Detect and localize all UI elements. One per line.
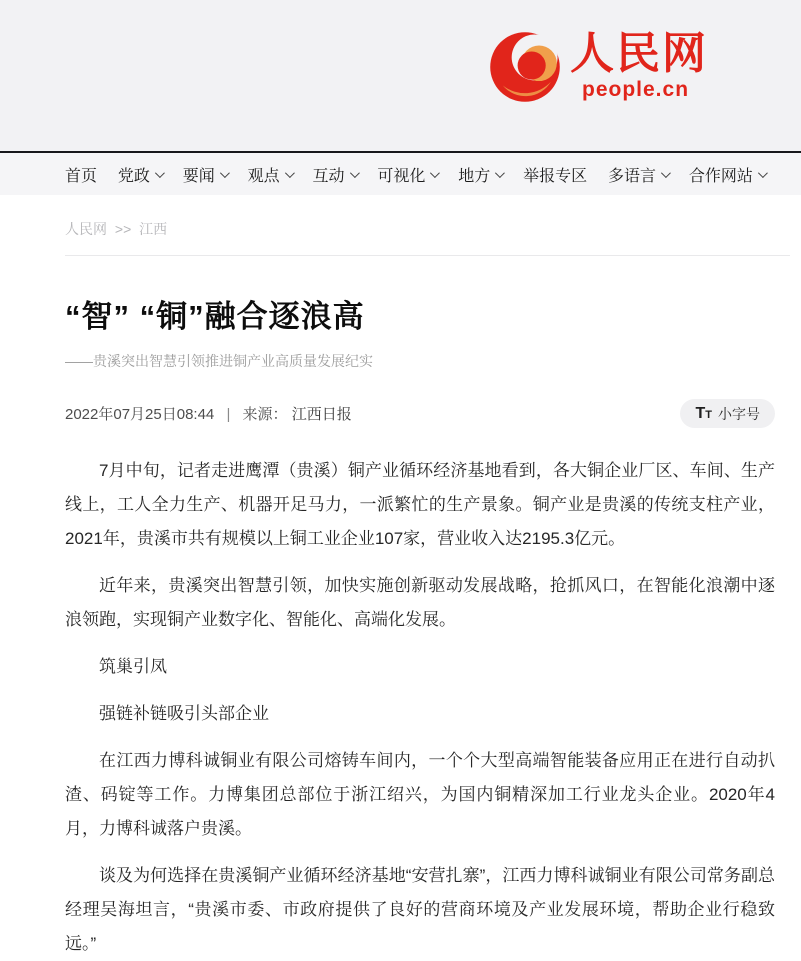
nav-item[interactable]	[183, 163, 227, 186]
nav-item[interactable]	[313, 163, 357, 186]
nav-item-label: 地方	[458, 167, 491, 185]
logo-text	[570, 30, 708, 102]
source-label: 来源：	[242, 406, 288, 423]
article-subtitle: ——贵溪突出智慧引领推进铜产业高质量发展纪实	[65, 353, 373, 369]
brand-name-cn: 人民网	[570, 29, 708, 78]
nav-item[interactable]	[248, 163, 292, 186]
breadcrumb-separator: >>	[114, 221, 132, 237]
nav-item[interactable]	[608, 163, 668, 186]
chevron-down-icon	[155, 168, 165, 178]
chevron-down-icon	[220, 168, 230, 178]
nav-item-label: 党政	[117, 167, 150, 185]
brand-name-en: people.cn	[582, 78, 690, 101]
breadcrumb-section-link[interactable]: 江西	[139, 221, 168, 237]
article-paragraph: 7月中旬，记者走进鹰潭（贵溪）铜产业循环经济基地看到，各大铜企业厂区、车间、生产线上，工人全力生产、机器开足马力，一派繁忙的生产景象。铜产业是贵溪的传统支柱产业，2021年，贵溪市共有规模以上铜工业企业107家，营业收入达2195.3亿元。	[65, 461, 775, 548]
people-daily-globe-icon	[488, 30, 562, 109]
nav-item-label: 可视化	[377, 167, 426, 185]
breadcrumb-divider	[65, 255, 790, 256]
site-header	[0, 0, 801, 151]
meta-separator: |	[226, 406, 231, 423]
chevron-down-icon	[349, 168, 359, 178]
breadcrumb	[0, 195, 801, 239]
article-paragraph: 在江西力博科诚铜业有限公司熔铸车间内，一个个大型高端智能装备应用正在进行自动扒渣、码锭等工作。力博集团总部位于浙江绍兴，为国内铜精深加工行业龙头企业。2020年4月，力博科诚落户贵溪。	[65, 751, 775, 838]
article-body	[65, 454, 775, 961]
nav-item[interactable]	[377, 163, 437, 186]
article-meta	[65, 403, 352, 424]
nav-item-label: 首页	[65, 167, 98, 185]
nav-item[interactable]	[458, 163, 502, 186]
nav-item-label: 互动	[312, 167, 345, 185]
article-title: “智” “铜”融合逐浪高	[65, 299, 365, 334]
article-meta-row	[65, 399, 775, 428]
article-paragraph: 强链补链吸引头部企业	[99, 704, 269, 723]
nav-item-label: 观点	[247, 167, 280, 185]
site-logo[interactable]	[488, 30, 708, 109]
nav-item-label: 合作网站	[688, 167, 753, 185]
breadcrumb-site-link[interactable]: 人民网	[65, 221, 107, 237]
publish-date: 2022年07月25日08:44	[65, 406, 215, 423]
font-size-button[interactable]	[680, 399, 775, 428]
chevron-down-icon	[495, 168, 505, 178]
nav-item-label: 要闻	[182, 167, 215, 185]
main-navigation	[0, 151, 801, 195]
article	[0, 291, 801, 961]
chevron-down-icon	[758, 168, 768, 178]
text-size-icon: TT	[695, 404, 712, 422]
nav-item-label: 多语言	[608, 167, 657, 185]
chevron-down-icon	[430, 168, 440, 178]
article-paragraph: 筑巢引凤	[99, 657, 167, 676]
chevron-down-icon	[285, 168, 295, 178]
nav-item[interactable]	[65, 163, 97, 186]
article-paragraph: 近年来，贵溪突出智慧引领，加快实施创新驱动发展战略，抢抓风口，在智能化浪潮中逐浪领跑，实现铜产业数字化、智能化、高端化发展。	[65, 576, 775, 629]
nav-item[interactable]	[689, 163, 765, 186]
font-size-button-label: 小字号	[718, 405, 760, 422]
chevron-down-icon	[661, 168, 671, 178]
nav-item[interactable]	[523, 163, 587, 186]
source-link[interactable]: 江西日报	[291, 406, 352, 423]
article-paragraph: 谈及为何选择在贵溪铜产业循环经济基地“安营扎寨”，江西力博科诚铜业有限公司常务副总经理吴海坦言，“贵溪市委、市政府提供了良好的营商环境及产业发展环境，帮助企业行稳致远。”	[65, 866, 775, 953]
nav-item[interactable]	[118, 163, 162, 186]
nav-item-label: 举报专区	[523, 167, 588, 185]
